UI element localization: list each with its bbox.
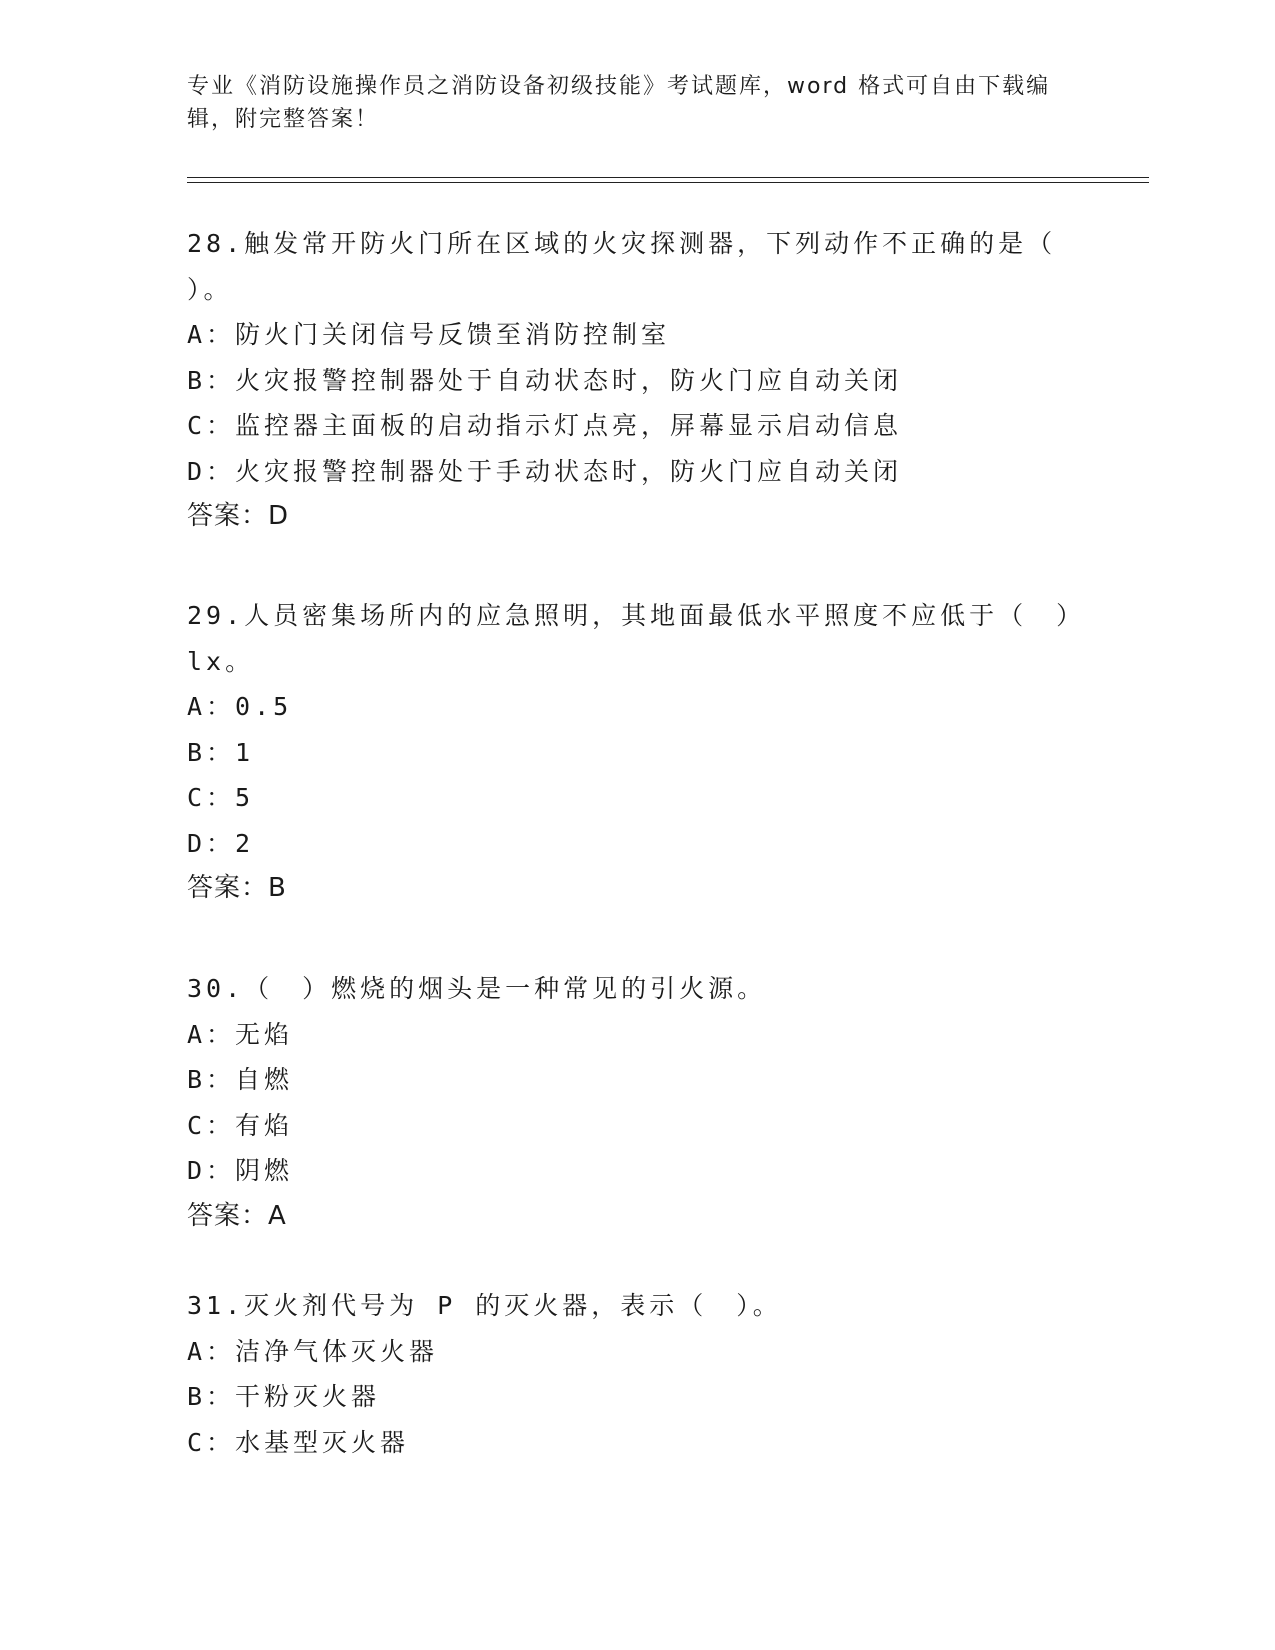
question-28: [187, 221, 1067, 540]
option-d: D：火灾报警控制器处于手动状态时，防火门应自动关闭: [187, 456, 903, 486]
question-stem-line-1: 31.灭火剂代号为 P 的灭火器，表示（ ）。: [187, 1291, 782, 1320]
option-a: A：0.5: [187, 692, 293, 721]
question-stem-line-1: 28.触发常开防火门所在区域的火灾探测器，下列动作不正确的是（: [187, 229, 1057, 258]
header-line-2: 辑，附完整答案！: [187, 107, 380, 132]
option-d: D：阴燃: [187, 1156, 294, 1185]
header-line-1: 专业《消防设施操作员之消防设备初级技能》考试题库，word 格式可自由下载编: [187, 74, 1051, 99]
question-31: [187, 1283, 1067, 1465]
option-b: B：火灾报警控制器处于自动状态时，防火门应自动关闭: [187, 365, 903, 395]
question-stem-line-1: 30.（ ）燃烧的烟头是一种常见的引火源。: [187, 974, 767, 1003]
answer: 答案：A: [187, 1200, 287, 1231]
question-29: [187, 593, 1086, 912]
option-c: C：5: [187, 783, 255, 812]
option-b: B：干粉灭火器: [187, 1382, 381, 1411]
document-header: [187, 70, 1067, 136]
option-b: B：1: [187, 737, 255, 767]
header-divider-top: [187, 177, 1149, 178]
answer: 答案：D: [187, 501, 290, 531]
question-stem-line-1: 29.人员密集场所内的应急照明，其地面最低水平照度不应低于（ ）: [187, 601, 1086, 630]
answer: 答案：B: [187, 873, 287, 903]
option-a: A：洁净气体灭火器: [187, 1336, 439, 1366]
option-c: C：监控器主面板的启动指示灯点亮，屏幕显示启动信息: [187, 411, 903, 440]
question-30: [187, 966, 1067, 1239]
question-stem-line-2: ）。: [187, 274, 233, 304]
option-c: C：有焰: [187, 1110, 294, 1140]
option-a: A：防火门关闭信号反馈至消防控制室: [187, 320, 671, 349]
header-divider-bottom: [187, 182, 1149, 183]
option-c: C：水基型灭火器: [187, 1427, 410, 1457]
option-a: A：无焰: [187, 1019, 294, 1049]
question-stem-line-2: lx。: [187, 646, 255, 676]
option-b: B：自燃: [187, 1065, 294, 1094]
option-d: D：2: [187, 828, 255, 858]
